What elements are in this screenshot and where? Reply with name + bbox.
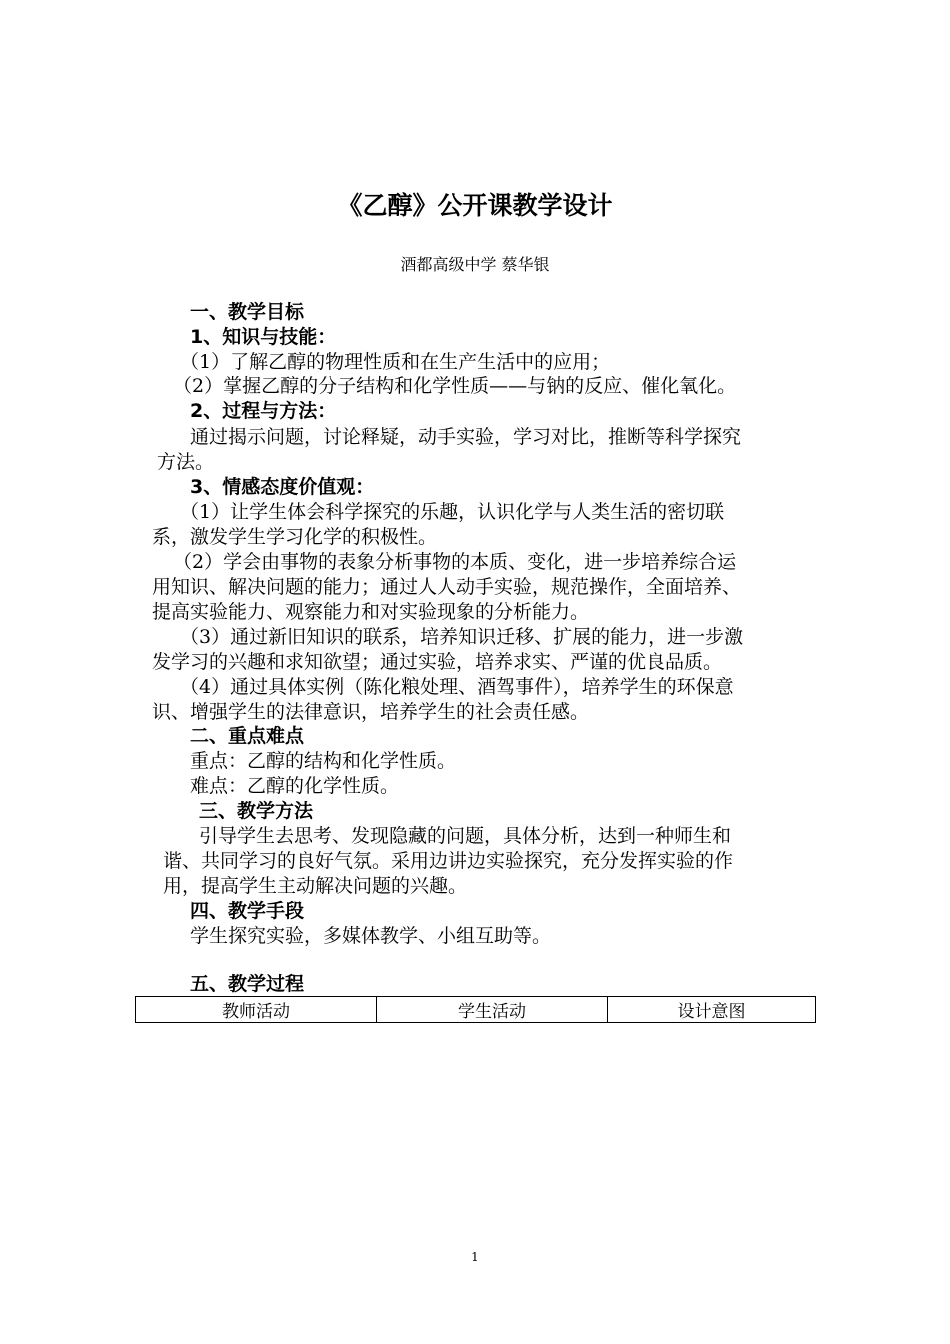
paragraph-line: 发学习的兴趣和求知欲望；通过实验，培养求实、严谨的优良品质。 [152, 651, 723, 673]
paragraph-line: 用，提高学生主动解决问题的兴趣。 [163, 875, 468, 897]
author-line: 酒都高级中学 蔡华银 [400, 255, 550, 274]
teaching-process-table [135, 996, 816, 1023]
paragraph: （1）了解乙醇的物理性质和在生产生活中的应用； [180, 351, 611, 373]
paragraph-line: 方法。 [157, 451, 215, 473]
subsection-1-1-heading: 1、知识与技能： [190, 326, 337, 348]
section-2-heading: 二、重点难点 [190, 725, 305, 747]
table-header-row [136, 997, 816, 1023]
table-header-cell: 设计意图 [608, 997, 816, 1023]
paragraph: （2）掌握乙醇的分子结构和化学性质——与钠的反应、催化氧化。 [173, 375, 737, 397]
subsection-1-3-heading: 3、情感态度价值观： [190, 476, 375, 498]
paragraph-line: （4）通过具体实例（陈化粮处理、酒驾事件），培养学生的环保意 [180, 676, 734, 698]
section-5-heading: 五、教学过程 [190, 973, 305, 995]
page-number: 1 [471, 1250, 479, 1264]
paragraph-line: 谐、共同学习的良好气氛。采用边讲边实验探究，充分发挥实验的作 [163, 850, 734, 872]
difficult-point: 难点：乙醇的化学性质。 [190, 775, 400, 797]
paragraph-line: 用知识、解决问题的能力；通过人人动手实验，规范操作，全面培养、 [152, 576, 742, 598]
key-point: 重点：乙醇的结构和化学性质。 [190, 750, 457, 772]
section-4-heading: 四、教学手段 [190, 900, 305, 922]
section-3-heading: 三、教学方法 [199, 800, 314, 822]
section-1-heading: 一、教学目标 [190, 301, 305, 323]
paragraph-line: 系，激发学生学习化学的积极性。 [152, 526, 438, 548]
paragraph-line: 识、增强学生的法律意识，培养学生的社会责任感。 [152, 701, 590, 723]
paragraph-line: （1）让学生体会科学探究的乐趣，认识化学与人类生活的密切联 [180, 501, 725, 523]
paragraph: 学生探究实验，多媒体教学、小组互助等。 [190, 925, 552, 947]
subsection-1-2-heading: 2、过程与方法： [190, 400, 337, 422]
table-header-cell: 学生活动 [377, 997, 608, 1023]
paragraph-line: （2）学会由事物的表象分析事物的本质、变化，进一步培养综合运 [173, 551, 737, 573]
paragraph-line: （3）通过新旧知识的联系，培养知识迁移、扩展的能力，进一步激 [180, 626, 744, 648]
table-header-cell: 教师活动 [136, 997, 377, 1023]
page-title: 《乙醇》公开课教学设计 [337, 191, 613, 220]
paragraph-line: 提高实验能力、观察能力和对实验现象的分析能力。 [152, 601, 590, 623]
paragraph-line: 引导学生去思考、发现隐藏的问题，具体分析，达到一种师生和 [199, 825, 732, 847]
paragraph-line: 通过揭示问题，讨论释疑，动手实验，学习对比，推断等科学探究 [190, 426, 742, 448]
